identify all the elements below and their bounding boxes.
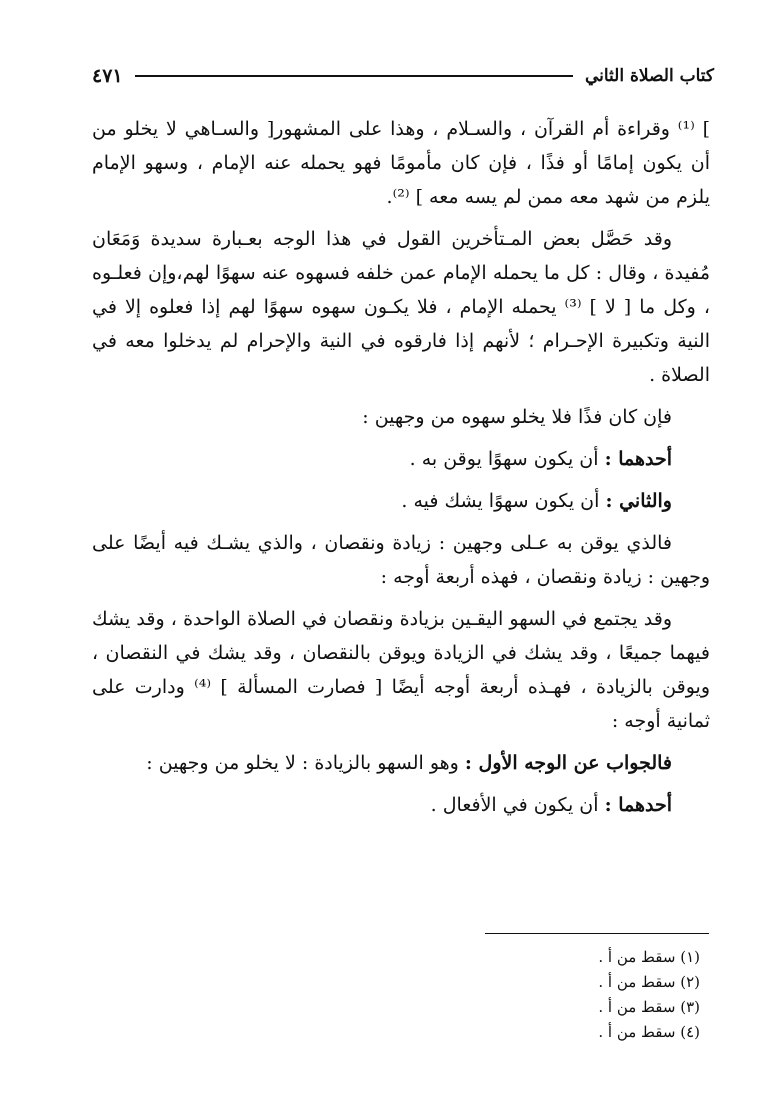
paragraph: والثاني : أن يكون سهوًا يشك فيه . [401, 490, 672, 512]
footnote: (١) سقط من أ . [598, 948, 700, 966]
footnotes [400, 945, 700, 1045]
bold-lead: أحدهما : [604, 794, 672, 816]
footnote: (٢) سقط من أ . [598, 973, 700, 991]
footnote-rule [485, 933, 709, 934]
book-title: كتاب الصلاة الثاني [584, 66, 714, 86]
bold-lead: أحدهما : [604, 448, 672, 470]
footnote: (٤) سقط من أ . [598, 1023, 700, 1041]
header-rule [135, 75, 573, 77]
main-text [92, 112, 710, 830]
bold-lead: والثاني : [605, 490, 672, 512]
paragraph: وقد يجتمع في السهو اليقـين بزيادة ونقصان في الصلاة الواحدة ، وقد يشك فيهما جميعًا ، وقد يشك في الزيادة ويوقن بالنقصان ، وقد يشك في النقصان ، ويوقن بالزيادة ، فهـذه أربعة أوجه أيضًا [ فصارت المسألة ] ⁽⁴⁾ ودارت على ثمانية أوجه : [92, 608, 710, 732]
paragraph: فإن كان فذًا فلا يخلو سهوه من وجهين : [362, 406, 672, 428]
paragraph: أحدهما : أن يكون سهوًا يوقن به . [409, 448, 672, 470]
footnote: (٣) سقط من أ . [598, 998, 700, 1016]
running-header [92, 62, 714, 90]
paragraph: وقد حَصَّل بعض المـتأخرين القول في هذا الوجه بعـبارة سديدة وَمَعَان مُفيدة ، وقال : كل ما يحمله الإمام عمن خلفه فسهوه عنه سهوًا لهم،وإن فعلـوه ، وكل ما [ لا ] ⁽³⁾ يحمله الإمام ، فلا يكـون سهوه سهوًا لهم إذا فعلوه إلا في النية وتكبيرة الإحـرام ؛ لأنهم إذا فارقوه في النية والإحرام لم يدخلوا معه في الصلاة . [92, 228, 710, 386]
paragraph: أحدهما : أن يكون في الأفعال . [430, 794, 672, 816]
paragraph: فالجواب عن الوجه الأول : وهو السهو بالزيادة : لا يخلو من وجهين : [146, 752, 672, 774]
page-number: ٤٧١ [92, 65, 123, 87]
paragraph: فالذي يوقن به عـلى وجهين : زيادة ونقصان ، والذي يشـك فيه أيضًا على وجهين : زيادة ونقصان ، فهذه أربعة أوجه : [92, 532, 710, 588]
paragraph: ] ⁽¹⁾ وقراءة أم القرآن ، والسـلام ، وهذا على المشهور[ والسـاهي لا يخلو من أن يكون إمامًا أو فذًا ، فإن كان مأمومًا فهو يحمله عنه الإمام ، وسهو الإمام يلزم من شهد معه ممن لم يسه معه ] ⁽²⁾. [92, 118, 710, 208]
bold-lead: فالجواب عن الوجه الأول : [464, 752, 672, 774]
